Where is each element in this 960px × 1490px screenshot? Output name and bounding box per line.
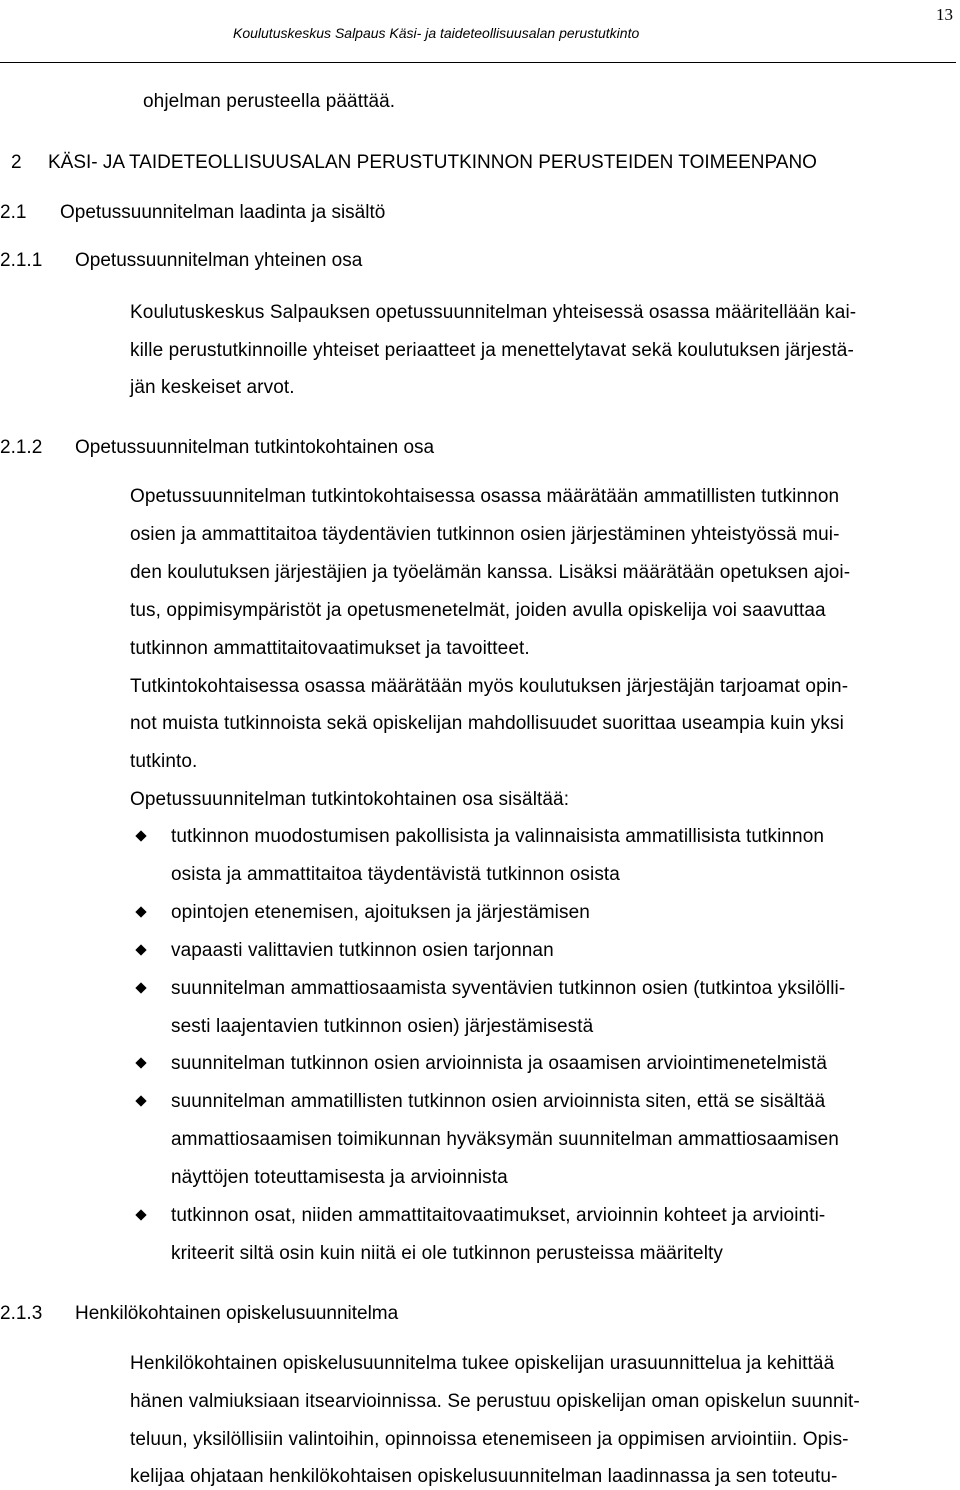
section-2-1-2-title: Opetussuunnitelman tutkintokohtainen osa	[75, 437, 435, 458]
bullet-text: ammattiosaamisen toimikunnan hyväksymän suunnitelman ammattiosaamisen	[171, 1129, 839, 1150]
paragraph-line: teluun, yksilöllisiin valintoihin, opinnoissa etenemiseen ja oppimisen arviointiin. Opis-	[130, 1429, 849, 1450]
paragraph-line: kille perustutkinnoille yhteiset periaatteet ja menettelytavat sekä koulutuksen järjestä-	[130, 340, 854, 361]
diamond-bullet-icon	[135, 944, 146, 955]
diamond-bullet-icon	[135, 1057, 146, 1068]
section-2-1-1-title: Opetussuunnitelman yhteinen osa	[75, 250, 363, 271]
section-2-number: 2	[11, 152, 22, 173]
bullet-text: sesti laajentavien tutkinnon osien) järjestämisestä	[171, 1016, 594, 1037]
header-divider	[0, 62, 956, 63]
paragraph-line: tus, oppimisympäristöt ja opetusmenetelmät, joiden avulla opiskelija voi saavuttaa	[130, 600, 826, 621]
paragraph-line: Koulutuskeskus Salpauksen opetussuunnitelman yhteisessä osassa määritellään kai-	[130, 302, 857, 323]
diamond-bullet-icon	[135, 1209, 146, 1220]
paragraph-line: jän keskeiset arvot.	[130, 377, 295, 398]
paragraph-line: tutkinnon ammattitaitovaatimukset ja tavoitteet.	[130, 638, 530, 659]
paragraph-line: kelijaa ohjataan henkilökohtaisen opiskelusuunnitelman laadinnassa ja sen toteutu-	[130, 1466, 838, 1487]
paragraph-line: Opetussuunnitelman tutkintokohtaisessa osassa määrätään ammatillisten tutkinnon	[130, 486, 840, 507]
section-2-1-2-number: 2.1.2	[0, 437, 43, 458]
page-number: 13	[936, 5, 953, 24]
section-2-1-1-number: 2.1.1	[0, 250, 43, 271]
paragraph-line: not muista tutkinnoista sekä opiskelijan mahdollisuudet suorittaa useampia kuin yksi	[130, 713, 844, 734]
diamond-bullet-icon	[135, 830, 146, 841]
paragraph-line: hänen valmiuksiaan itsearvioinnissa. Se perustuu opiskelijan oman opiskelun suunnit-	[130, 1391, 860, 1412]
bullet-text: näyttöjen toteuttamisesta ja arvioinnista	[171, 1167, 508, 1188]
paragraph-line: den koulutuksen järjestäjien ja työelämän kanssa. Lisäksi määrätään opetuksen ajoi-	[130, 562, 851, 583]
paragraph-line: Tutkintokohtaisessa osassa määrätään myös koulutuksen järjestäjän tarjoamat opin-	[130, 676, 849, 697]
section-2-1-3-title: Henkilökohtainen opiskelusuunnitelma	[75, 1303, 399, 1324]
diamond-bullet-icon	[135, 982, 146, 993]
intro-line: ohjelman perusteella päättää.	[143, 91, 396, 112]
section-2-1-title: Opetussuunnitelman laadinta ja sisältö	[60, 202, 386, 223]
bullet-text: osista ja ammattitaitoa täydentävistä tutkinnon osista	[171, 864, 620, 885]
bullet-text: tutkinnon osat, niiden ammattitaitovaatimukset, arvioinnin kohteet ja arviointi-	[171, 1205, 826, 1226]
bullet-text: suunnitelman ammatillisten tutkinnon osien arvioinnista siten, että se sisältää	[171, 1091, 826, 1112]
paragraph-line: Opetussuunnitelman tutkintokohtainen osa sisältää:	[130, 789, 570, 810]
bullet-text: tutkinnon muodostumisen pakollisista ja valinnaisista ammatillisista tutkinnon	[171, 826, 825, 847]
diamond-bullet-icon	[135, 1095, 146, 1106]
diamond-bullet-icon	[135, 906, 146, 917]
running-header-title: Koulutuskeskus Salpaus Käsi- ja taideteollisuusalan perustutkinto	[233, 25, 640, 41]
bullet-text: suunnitelman tutkinnon osien arvioinnista ja osaamisen arviointimenetelmistä	[171, 1053, 828, 1074]
bullet-text: suunnitelman ammattiosaamista syventävien tutkinnon osien (tutkintoa yksilölli-	[171, 978, 846, 999]
section-2-1-number: 2.1	[0, 202, 27, 223]
paragraph-line: tutkinto.	[130, 751, 198, 772]
bullet-text: kriteerit siltä osin kuin niitä ei ole tutkinnon perusteissa määritelty	[171, 1243, 724, 1264]
paragraph-line: Henkilökohtainen opiskelusuunnitelma tukee opiskelijan urasuunnittelua ja kehittää	[130, 1353, 835, 1374]
bullet-text: opintojen etenemisen, ajoituksen ja järjestämisen	[171, 902, 590, 923]
section-2-title: KÄSI- JA TAIDETEOLLISUUSALAN PERUSTUTKINNON PERUSTEIDEN TOIMEENPANO	[48, 152, 817, 173]
bullet-text: vapaasti valittavien tutkinnon osien tarjonnan	[171, 940, 554, 961]
paragraph-line: osien ja ammattitaitoa täydentävien tutkinnon osien järjestäminen yhteistyössä mui-	[130, 524, 840, 545]
section-2-1-3-number: 2.1.3	[0, 1303, 43, 1324]
